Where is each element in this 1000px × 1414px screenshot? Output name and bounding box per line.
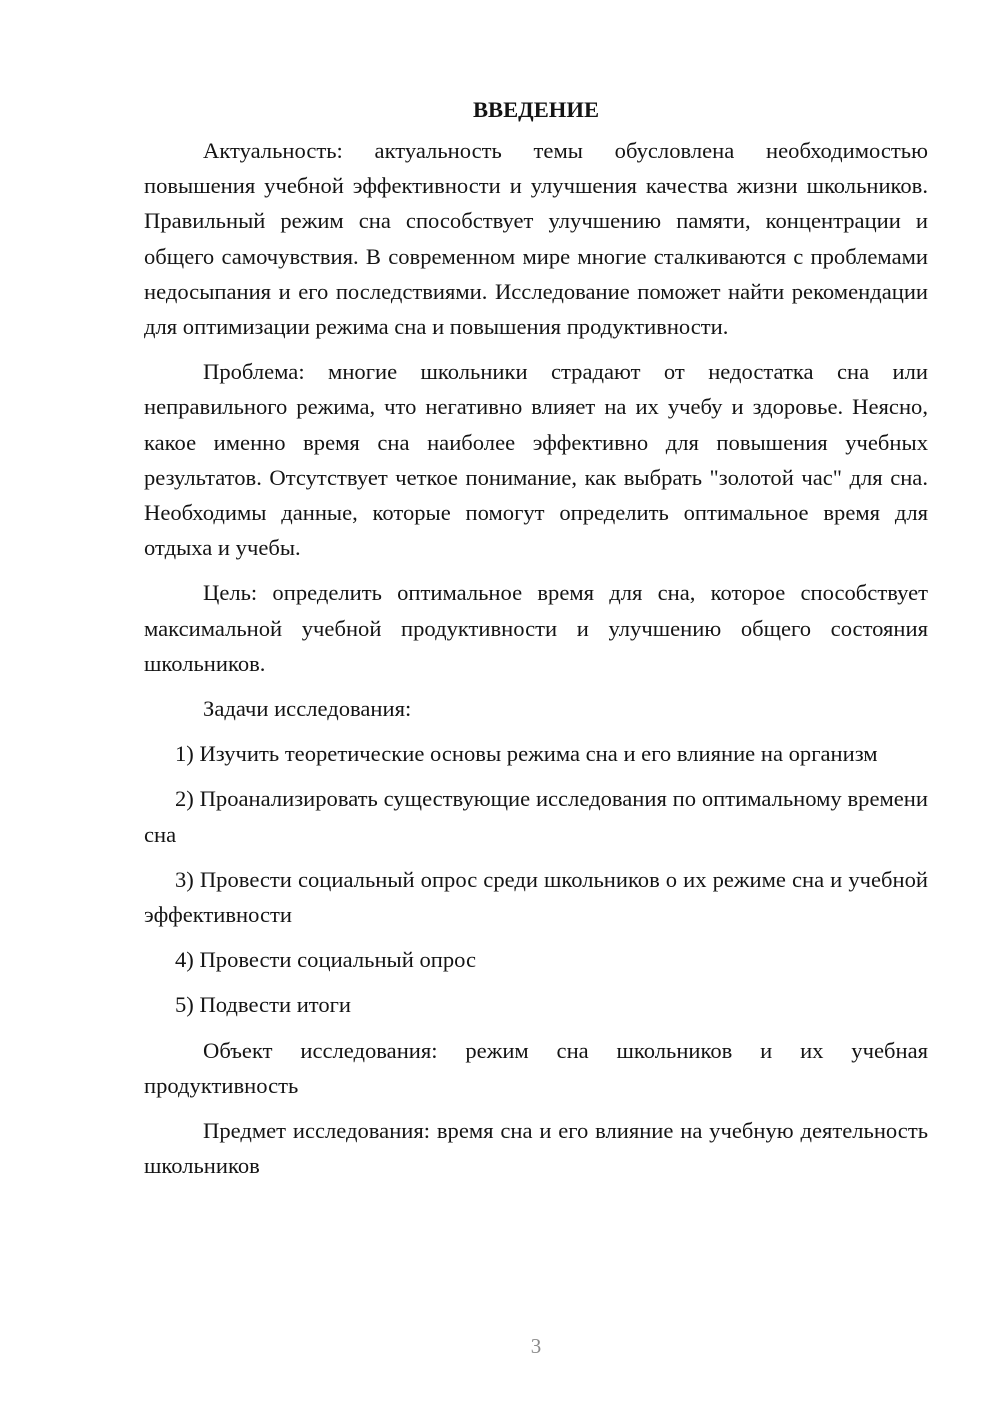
task-item-4: 4) Провести социальный опрос [175, 947, 477, 973]
task-item-1: 1) Изучить теоретические основы режима сна и его влияние на организм [175, 741, 878, 767]
task-item-5: 5) Подвести итоги [175, 992, 352, 1018]
task-item-2: 2) Проанализировать существующие исследования по оптимальному времени сна [144, 786, 928, 847]
goal-paragraph: Цель: определить оптимальное время для сна, которое способствует максимальной учебной продуктивности и улучшению общего состояния школьников. [144, 580, 928, 676]
problem-paragraph: Проблема: многие школьники страдают от недостатка сна или неправильного режима, что негативно влияет на их учебу и здоровье. Неясно, какое именно время сна наиболее эффективно для повышения учебных результатов. Отсутствует четкое понимание, как выбрать "золотой час" для сна. Необходимы данные, которые помогут определить оптимальное время для отдыха и учебы. [144, 359, 928, 561]
task-item-3: 3) Провести социальный опрос среди школьников о их режиме сна и учебной эффективности [144, 866, 928, 928]
page-content [144, 91, 928, 1193]
relevance-paragraph: Актуальность: актуальность темы обусловлена необходимостью повышения учебной эффективности и улучшения качества жизни школьников. Правильный режим сна способствует улучшению памяти, концентрации и общего самочувствия. В современном мире многие сталкиваются с проблемами недосыпания и его последствиями. Исследование поможет найти рекомендации для оптимизации режима сна и повышения продуктивности. [144, 138, 928, 340]
tasks-heading: Задачи исследования: [203, 696, 412, 722]
page-number: 3 [530, 1334, 542, 1358]
section-heading: ВВЕДЕНИЕ [472, 97, 600, 122]
subject-paragraph: Предмет исследования: время сна и его влияние на учебную деятельность школьников [144, 1118, 928, 1179]
object-paragraph: Объект исследования: режим сна школьников и их учебная продуктивность [144, 1037, 928, 1098]
